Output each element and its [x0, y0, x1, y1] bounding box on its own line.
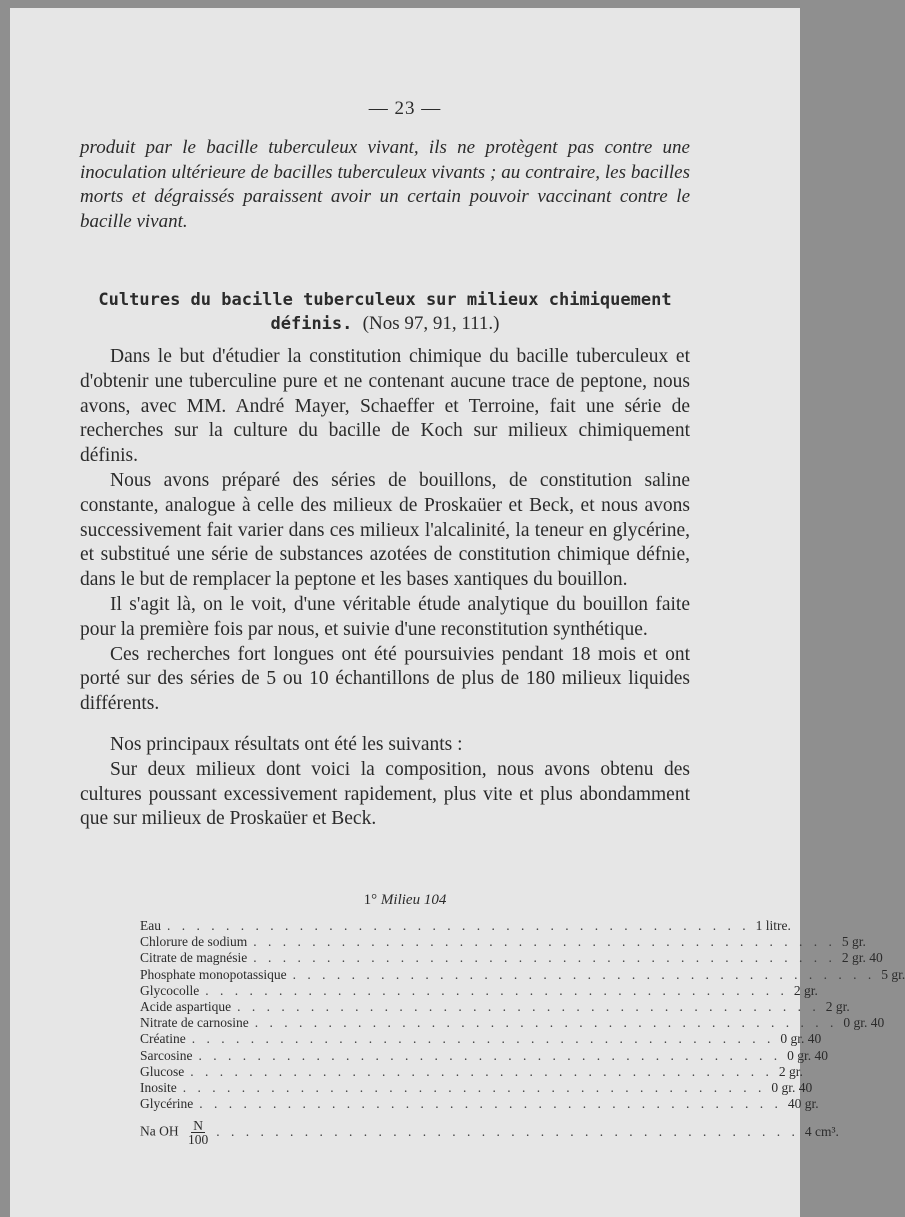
paragraph: Sur deux milieux dont voici la composition, nous avons obtenu des cultures poussant excessivement rapidement, plus vite et plus abondamment que sur milieux de Proskaüer et Beck.: [80, 758, 690, 830]
ingredient-qty: 5 gr.: [881, 966, 905, 982]
table-row: [140, 1015, 885, 1031]
leader-dots: . . . . . . . . . . . . . . . . . . . . . . . . . . . . . . . . . . . . . . . .: [205, 982, 788, 998]
leader-dots: . . . . . . . . . . . . . . . . . . . . . . . . . . . . . . . . . . . . . . . .: [199, 1096, 782, 1112]
ingredient-qty: 2 gr.: [778, 1063, 803, 1079]
ingredient-qty: 2 gr.: [825, 998, 850, 1014]
paragraph: Nos principaux résultats ont été les suivants :: [110, 733, 463, 755]
composition-table: [140, 918, 905, 1147]
table-row: [140, 966, 905, 983]
table-caption: [10, 892, 800, 909]
ingredient-qty: 4 cm³.: [804, 1124, 839, 1140]
caption-title: Milieu 104: [380, 892, 447, 908]
ingredient-qty: 0 gr. 40: [780, 1031, 822, 1047]
table-row: [140, 950, 883, 966]
ingredient-name: Sarcosine: [140, 1047, 193, 1063]
leader-dots: . . . . . . . . . . . . . . . . . . . . . . . . . . . . . . . . . . . . . . . .: [198, 1047, 782, 1063]
leader-dots: . . . . . . . . . . . . . . . . . . . . . . . . . . . . . . . . . . . . . . . .: [182, 1079, 766, 1095]
section-heading: [80, 288, 690, 336]
page-number: — 23 —: [368, 98, 442, 119]
table-row: [140, 1096, 819, 1112]
table-row: [140, 918, 791, 934]
table-row: [140, 998, 850, 1015]
table-row: [140, 1079, 813, 1096]
ingredient-qty: 5 gr.: [841, 934, 866, 950]
paragraph: Il s'agit là, on le voit, d'une véritable étude analytique du bouillon faite pour la première fois par nous, et suivie d'une reconstitution synthétique.: [80, 593, 690, 640]
ingredient-name: Glucose: [140, 1063, 185, 1079]
table-row: [140, 934, 866, 950]
fraction-denominator: 100: [188, 1131, 209, 1147]
intro-paragraph: produit par le bacille tuberculeux vivant, ils ne protègent pas contre une inoculation ultérieure de bacilles tuberculeux vivants ; au contraire, les bacilles morts et dégraissés paraissent avoir un certain pouvoir vaccinant contre le bacille vivant.: [80, 137, 690, 232]
ingredient-name: Phosphate monopotassique: [140, 966, 287, 982]
leader-dots: . . . . . . . . . . . . . . . . . . . . . . . . . . . . . . . . . . . . . . . .: [237, 998, 820, 1014]
ingredient-name: Créatine: [140, 1031, 186, 1047]
ingredient-name: Chlorure de sodium: [140, 934, 248, 950]
ingredient-qty: 2 gr.: [793, 982, 818, 998]
leader-dots: . . . . . . . . . . . . . . . . . . . . . . . . . . . . . . . . . . . . . . . .: [253, 934, 836, 950]
leader-dots: . . . . . . . . . . . . . . . . . . . . . . . . . . . . . . . . . . . . . . . .: [191, 1031, 775, 1047]
naoh-label: Na OH: [140, 1123, 179, 1139]
ingredient-name: Eau: [140, 918, 161, 933]
ingredient-qty: 40 gr.: [787, 1096, 819, 1112]
paragraph: Nous avons préparé des séries de bouillons, de constitution saline constante, analogue à celle des milieux de Proskaüer et Beck, et nous avons successivement fait varier dans ces milieux l'alcalinité, la teneur en glycérine, et substitué une série de substances azotées de constitution chimique défnie, dans le but de remplacer la peptone et les bases xantiques du bouillon.: [80, 469, 690, 591]
ingredient-qty: 0 gr. 40: [771, 1079, 813, 1095]
table-row: [140, 982, 818, 999]
ingredient-name: [140, 1119, 210, 1146]
caption-number: 1°: [363, 892, 378, 908]
paragraph: Dans le but d'étudier la constitution chimique du bacille tuberculeux et d'obtenir une tuberculine pure et ne contenant aucune trace de peptone, nous avons, avec MM. André Mayer, Schaeffer et Terroine, fait une série de recherches sur la culture du bacille de Koch sur milieux chimiquement définis.: [80, 346, 690, 467]
ingredient-name: Nitrate de carnosine: [140, 1015, 249, 1031]
table-row: [140, 1031, 822, 1047]
fraction-numerator: N: [193, 1117, 203, 1133]
ingredient-name: Glycocolle: [140, 982, 200, 998]
leader-dots: . . . . . . . . . . . . . . . . . . . . . . . . . . . . . . . . . . . . . . . .: [254, 1015, 838, 1031]
ingredient-qty: 1 litre.: [755, 918, 791, 933]
ingredient-name: Acide aspartique: [140, 998, 232, 1014]
table-row: [140, 1047, 828, 1064]
section-refs: (Nos 97, 91, 111.): [362, 313, 500, 334]
ingredient-qty: 2 gr. 40: [841, 950, 883, 966]
leader-dots: . . . . . . . . . . . . . . . . . . . . . . . . . . . . . . . . . . . . . . . .: [253, 950, 836, 966]
section-title-line2: définis.: [270, 314, 353, 334]
body-text: [80, 345, 690, 832]
table-row-naoh: [140, 1117, 839, 1147]
ingredient-qty: 0 gr. 40: [843, 1015, 885, 1031]
leader-dots: . . . . . . . . . . . . . . . . . . . . . . . . . . . . . . . . . . . . . . . .: [167, 918, 750, 933]
ingredient-name: Glycérine: [140, 1096, 194, 1112]
normality-fraction: [186, 1119, 210, 1146]
paragraph: Ces recherches fort longues ont été poursuivies pendant 18 mois et ont porté sur des séries de 5 ou 10 échantillons de plus de 180 milieux liquides différents.: [80, 643, 690, 715]
ingredient-name: Inosite: [140, 1079, 177, 1095]
leader-dots: . . . . . . . . . . . . . . . . . . . . . . . . . . . . . . . . . . . . . . . .: [190, 1063, 773, 1079]
ingredient-name: Citrate de magnésie: [140, 950, 248, 966]
leader-dots: . . . . . . . . . . . . . . . . . . . . . . . . . . . . . . . . . . . . . . . .: [216, 1124, 799, 1140]
document-page: [10, 8, 905, 1217]
ingredient-qty: 0 gr. 40: [787, 1047, 828, 1063]
section-title-line1: Cultures du bacille tuberculeux sur milieux chimiquement: [98, 290, 672, 310]
leader-dots: . . . . . . . . . . . . . . . . . . . . . . . . . . . . . . . . . . . . . . . .: [292, 966, 876, 982]
table-row: [140, 1063, 803, 1080]
